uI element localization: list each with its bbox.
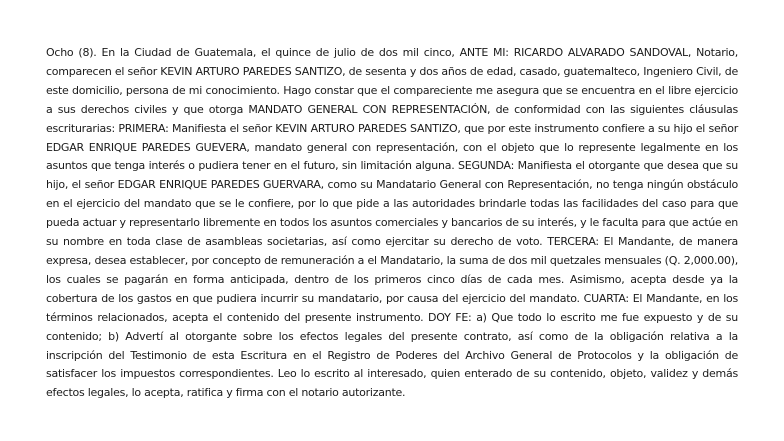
document-page [46, 44, 738, 403]
document-paragraph: Ocho (8). En la Ciudad de Guatemala, el quince de julio de dos mil cinco, ANTE MI: RICARDO ALVARADO SANDOVAL, Notario, comparecen el señor KEVIN ARTURO PAREDES SANTIZO, de sesenta y dos años de edad, casado, guatemalteco, Ingeniero Civil, de este domicilio, persona de mi conocimiento. Hago constar que el compareciente me asegura que se encuentra en el libre ejercicio a sus derechos civiles y que otorga MANDATO GENERAL CON REPRESENTACIÓN, de conformidad con las siguientes cláusulas escriturarias: PRIMERA: Manifiesta el señor KEVIN ARTURO PAREDES SANTIZO, que por este instrumento confiere a su hijo el señor EDGAR ENRIQUE PAREDES GUEVERA, mandato general con representación, con el objeto que lo represente legalmente en los asuntos que tenga interés o pudiera tener en el futuro, sin limitación alguna. SEGUNDA: Manifiesta el otorgante que desea que su hijo, el señor EDGAR ENRIQUE PAREDES GUERVARA, como su Mandatario General con Representación, no tenga ningún obstáculo en el ejercicio del mandato que se le confiere, por lo que pide a las autoridades brindarle todas las facilidades del caso para que pueda actuar y representarlo libremente en todos los asuntos comerciales y bancarios de su interés, y le faculta para que actúe en su nombre en toda clase de asambleas societarias, así como ejercitar su derecho de voto. TERCERA: El Mandante, de manera expresa, desea establecer, por concepto de remuneración a el Mandatario, la suma de dos mil quetzales mensuales (Q. 2,000.00), los cuales se pagarán en forma anticipada, dentro de los primeros cinco días de cada mes. Asimismo, acepta desde ya la cobertura de los gastos en que pudiera incurrir su mandatario, por causa del ejercicio del mandato. CUARTA: El Mandante, en los términos relacionados, acepta el contenido del presente instrumento. DOY FE: a) Que todo lo escrito me fue expuesto y de su contenido; b) Advertí al otorgante sobre los efectos legales del presente contrato, así como de la obligación relativa a la inscripción del Testimonio de esta Escritura en el Registro de Poderes del Archivo General de Protocolos y la obligación de satisfacer los impuestos correspondientes. Leo lo escrito al interesado, quien enterado de su contenido, objeto, validez y demás efectos legales, lo acepta, ratifica y firma con el notario autorizante. [46, 46, 738, 400]
